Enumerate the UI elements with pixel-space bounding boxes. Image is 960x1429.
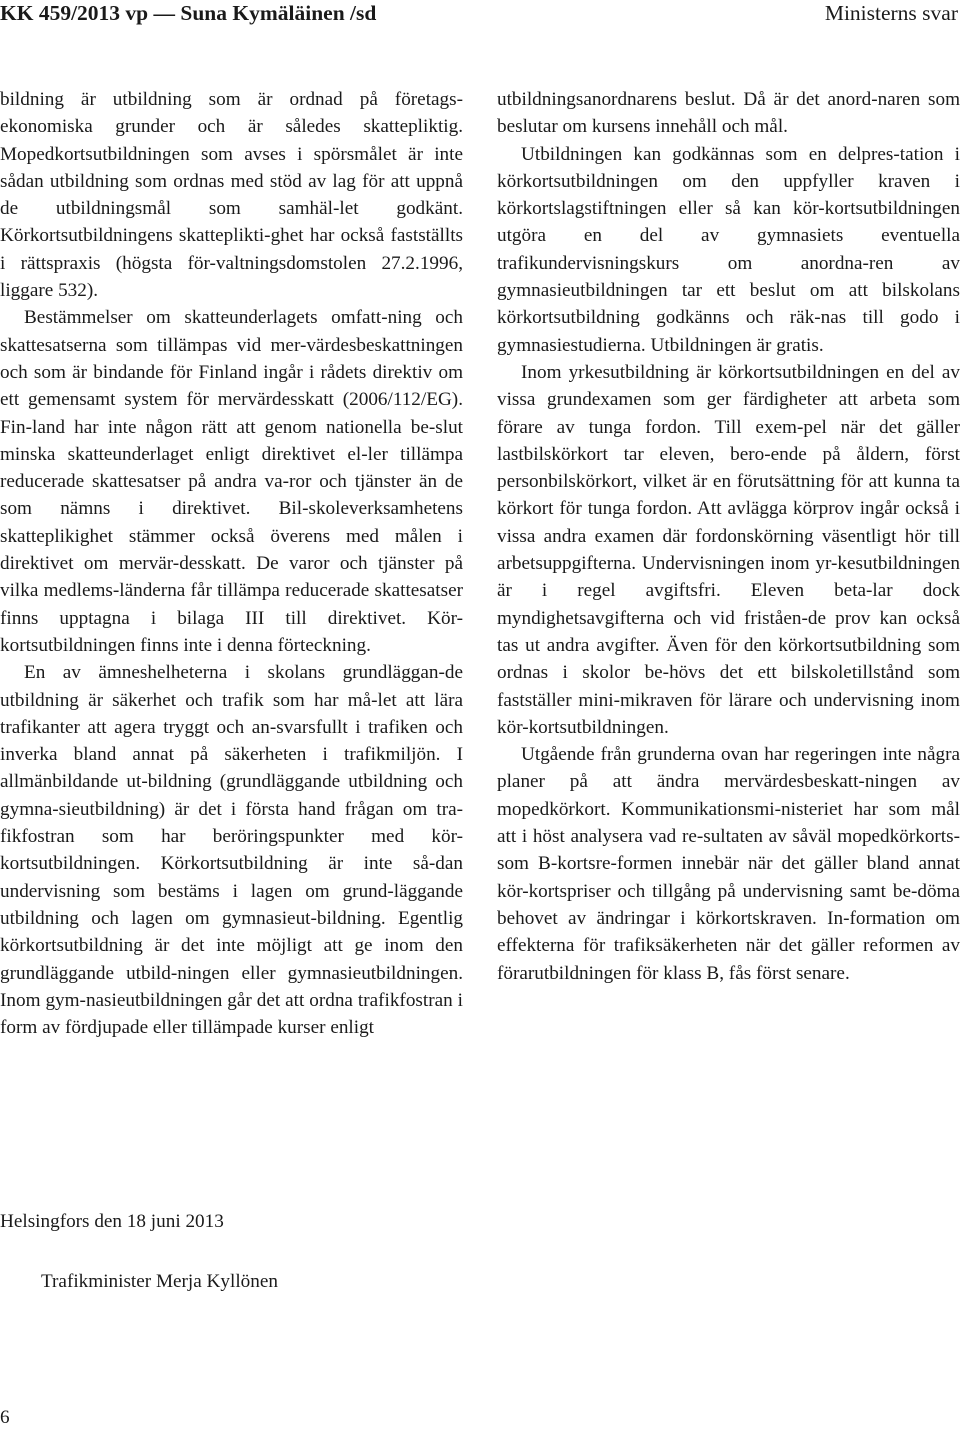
document-id: KK 459/2013 vp — Suna Kymäläinen /sd [0, 1, 377, 25]
page-number: 6 [0, 1407, 10, 1428]
section-title: Ministerns svar [824, 1, 958, 25]
right-paragraph-3: Inom yrkesutbildning är körkortsutbildningen en del av vissa grundexamen som ger färdigheter att arbeta som förare av tunga fordon. Till exem-pel när det gäller lastbilskörkort tar eleven, bero-ende på åldern, först personbilskörkort, vilket är en förutsättning för att kunna ta körkort för tunga fordon. Att avlägga körprov ingår också i vissa andra examen där fordonskörning väsentligt hör till arbetsuppgifterna. Undervisningen inom yr-kesutbildningen är i regel avgiftsfri. Eleven beta-lar dock myndighetsavgifterna och vid friståen-de prov kan också tas ut andra avgifter. Även för den körkortsutbildning som ordnas i skolor be-hövs det ett bilskoletillstånd som fastställer mini-mikraven för lärare och undervisning inom kör-kortsutbildningen. [497, 361, 960, 738]
minister-signature: Trafikminister Merja Kyllönen [41, 1271, 278, 1292]
place-date: Helsingfors den 18 juni 2013 [0, 1211, 224, 1232]
left-paragraph-3: En av ämneshelheterna i skolans grundläggan-de utbildning är säkerhet och trafik som har må-let att lära trafikanter att agera tryggt och an-svarsfullt i trafiken och inverka bland annat på säkerheten i trafikmiljön. I allmänbildande ut-bildning (grundläggande utbildning och gymna-sieutbildning) är det i första hand frågan om tra-fikfostran som har beröringspunkter med kör-kortsutbildningen. Körkortsutbildning är inte så-dan undervisning som bestäms i lagen om grund-läggande utbildning och lagen om gymnasieut-bildning. Egentlig körkortsutbildning är det inte möjligt att ge inom den grundläggande utbild-ningen eller gymnasieutbildningen. Inom gym-nasieutbildningen går det att ordna trafikfostran i form av fördjupade eller tillämpade kurser enligt [0, 662, 463, 1039]
right-paragraph-4: Utgående från grunderna ovan har regeringen inte några planer på att ändra mervärdesbeskatt-ningen av mopedkörkort. Kommunikationsmi-nisteriet har som mål att i höst analysera vad re-sultaten av såväl mopedkörkorts- som B-kortsre-formen innebär när det gäller bland annat kör-kortspriser och tillgång på undervisning samt be-döma behovet av ändringar i körkortskraven. In-formation om effekterna för trafiksäkerheten när det gäller reformen av förarutbildningen för klass B, fås först senare. [497, 744, 960, 984]
right-paragraph-1: utbildningsanordnarens beslut. Då är det anord-naren som beslutar om kursens innehåll och mål. [497, 89, 960, 138]
right-column [497, 86, 960, 987]
page-header [0, 0, 960, 30]
left-paragraph-1: bildning är utbildning som är ordnad på företags-ekonomiska grunder och är således skattepliktig. Mopedkortsutbildningen som avses i spörsmålet är inte sådan utbildning som ordnas med stöd av lag för att uppnå de utbildningsmål som samhäl-let godkänt. Körkortsutbildningens skatteplikti-ghet har också fastställts i rättspraxis (högsta för-valtningsdomstolen 27.2.1996, liggare 532). [0, 89, 463, 302]
right-paragraph-2: Utbildningen kan godkännas som en delpres-tation i körkortsutbildningen om den uppfyller kraven i körkortslagstiftningen eller så kan kör-kortsutbildningen utgöra en del av gymnasiets eventuella trafikundervisningskurs om anordna-ren av gymnasieutbildningen tar ett beslut om att bilskolans körkortsutbildning godkänns och räk-nas till godo i gymnasiestudierna. Utbildningen är gratis. [497, 143, 960, 356]
left-column [0, 86, 463, 1041]
left-paragraph-2: Bestämmelser om skatteunderlagets omfatt-ning och skattesatserna som tillämpas vid mer-värdesbeskattningen och som är bindande för Finland ingår i rådets direktiv om ett gemensamt system för mervärdesskatt (2006/112/EG). Fin-land har inte någon rätt att genom nationella be-slut minska skatteunderlaget enligt direktivet el-ler tillämpa reducerade skattesatser på andra va-ror och tjänster än de som nämns i direktivet. Bil-skoleverksamhetens skatteplikighet stämmer också överens med målen i direktivet om mervär-desskatt. De varor och tjänster på vilka medlems-länderna får tillämpa reducerade skattesatser finns upptagna i bilaga III till direktivet. Kör-kortsutbildningen finns inte i denna förteckning. [0, 307, 463, 656]
